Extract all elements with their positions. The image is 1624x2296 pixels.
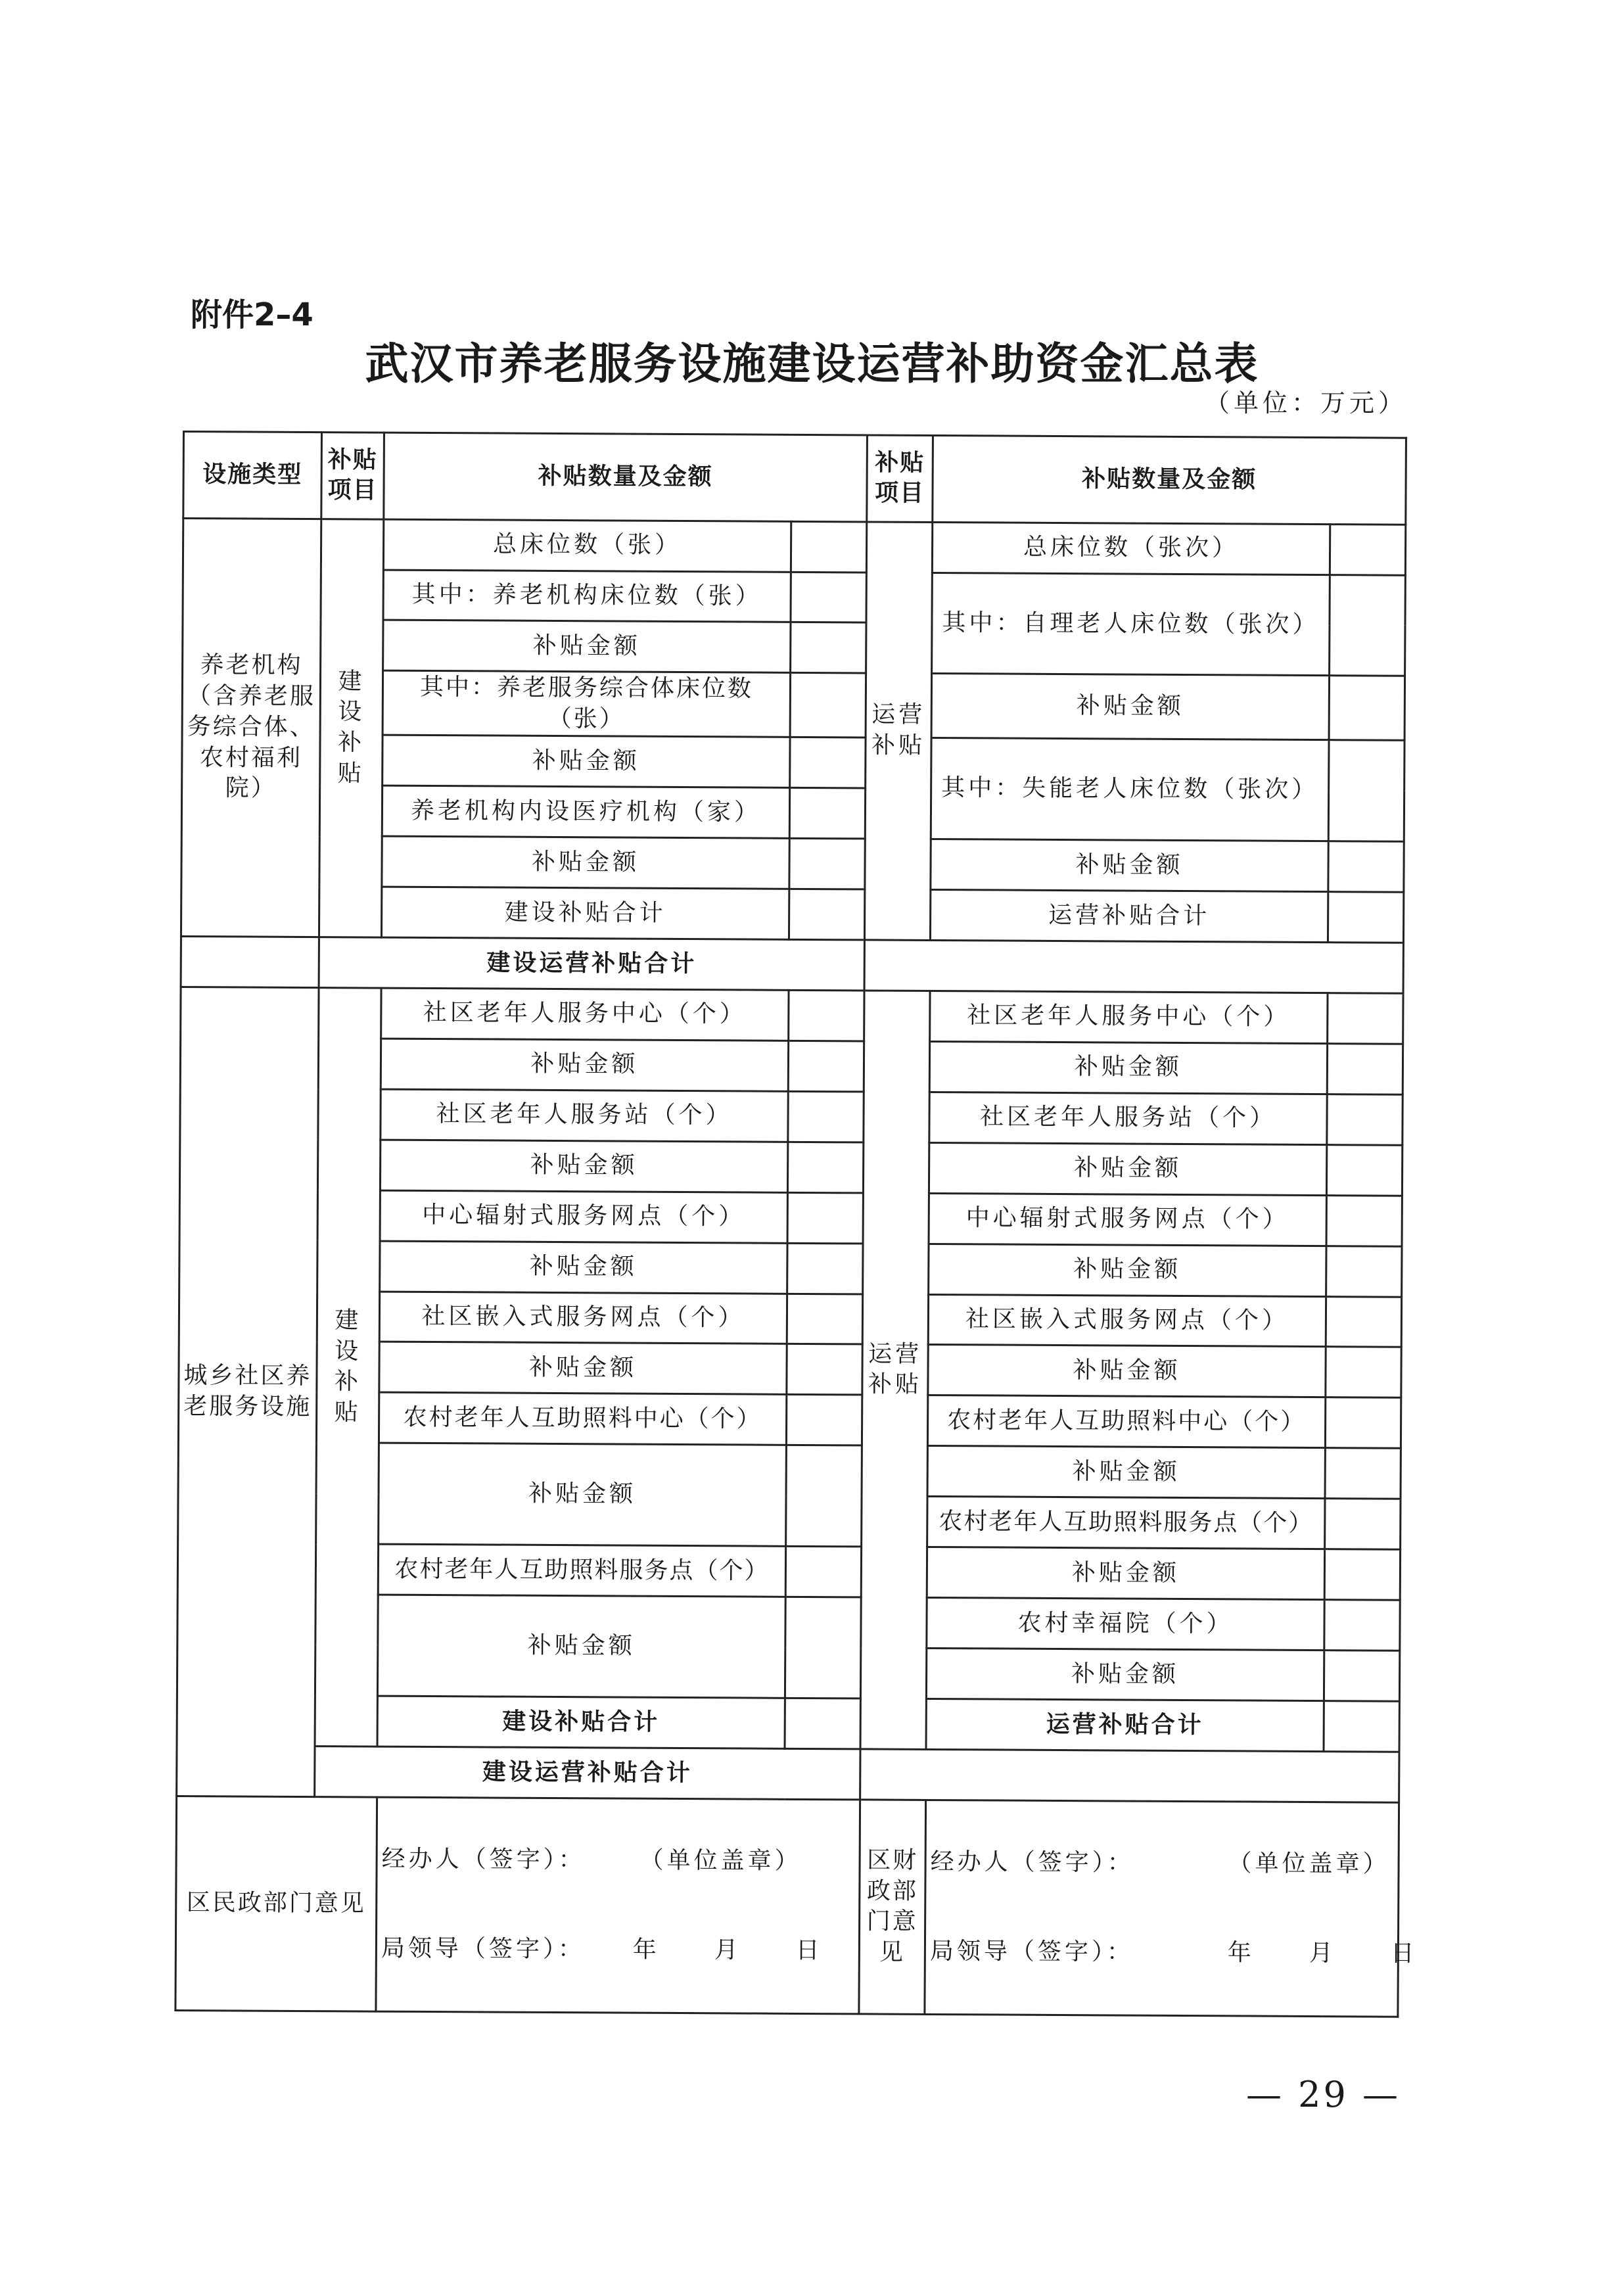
- table-row: [177, 1745, 1399, 1802]
- value-cell[interactable]: [791, 622, 866, 674]
- value-cell[interactable]: [1325, 1448, 1401, 1499]
- table-cell: 社区老年人服务中心（个）: [381, 988, 789, 1041]
- finance-sign-area[interactable]: [925, 1800, 1418, 2017]
- value-cell[interactable]: [787, 1243, 863, 1294]
- handler-label: 经办人（签字）：: [381, 1845, 586, 1873]
- value-cell[interactable]: [787, 1294, 862, 1345]
- value-cell[interactable]: [790, 738, 866, 789]
- table-cell: 补贴金额: [927, 1547, 1324, 1600]
- table-cell: 补贴金额: [381, 1039, 788, 1091]
- summary-table-frame: [174, 431, 1418, 2018]
- value-cell[interactable]: [1330, 524, 1405, 575]
- table-cell: 建设补贴合计: [381, 887, 789, 939]
- value-cell[interactable]: [1326, 1144, 1402, 1196]
- month-label: 月: [714, 1936, 741, 1964]
- table-cell: 补贴金额: [931, 839, 1328, 892]
- table-cell: 农村幸福院（个）: [927, 1598, 1324, 1651]
- table-cell: 补贴金额: [929, 1142, 1326, 1195]
- table-cell: 补贴金额: [380, 1241, 787, 1294]
- value-cell[interactable]: [789, 787, 865, 839]
- attachment-label: 附件2–4: [191, 296, 313, 333]
- table-cell: 总床位数（张次）: [932, 522, 1330, 574]
- value-cell[interactable]: [788, 1041, 864, 1092]
- value-cell[interactable]: [1324, 1549, 1400, 1601]
- section1-type-cont: [181, 936, 319, 987]
- table-cell: 补贴金额: [926, 1649, 1324, 1701]
- section2-build-label: 建设补贴: [315, 987, 381, 1746]
- value-cell[interactable]: [1326, 1246, 1402, 1297]
- value-cell[interactable]: [1326, 1296, 1401, 1347]
- summary-table: [174, 431, 1418, 2018]
- value-cell[interactable]: [1328, 740, 1404, 841]
- value-cell[interactable]: [786, 1395, 862, 1446]
- table-cell: 养老机构内设医疗机构（家）: [382, 785, 789, 838]
- value-cell[interactable]: [1326, 1347, 1401, 1398]
- section1-total-value[interactable]: [864, 940, 1403, 993]
- table-row: [183, 518, 1405, 575]
- value-cell[interactable]: [1328, 841, 1404, 893]
- table-row: [181, 987, 1403, 1044]
- col-header-subsidy-item-right: 补贴项目: [867, 435, 933, 522]
- table-cell: 农村老年人互助照料服务点（个）: [927, 1497, 1325, 1549]
- value-cell[interactable]: [1329, 676, 1405, 740]
- table-header-row: [183, 432, 1406, 525]
- section1-total-label: 建设运营补贴合计: [319, 937, 864, 991]
- table-cell: 中心辐射式服务网点（个）: [929, 1193, 1326, 1246]
- value-cell[interactable]: [1328, 993, 1403, 1044]
- value-cell[interactable]: [1326, 1195, 1402, 1246]
- month-label: 月: [1309, 1940, 1336, 1967]
- section1-type-cell: 养老机构（含养老服务综合体、农村福利院）: [181, 518, 321, 937]
- table-cell: 农村老年人互助照料中心（个）: [927, 1395, 1325, 1448]
- table-cell: 其中：失能老人床位数（张次）: [931, 738, 1329, 841]
- value-cell[interactable]: [789, 889, 864, 940]
- table-cell: 农村老年人互助照料服务点（个）: [378, 1544, 785, 1597]
- value-cell[interactable]: [1327, 1043, 1403, 1094]
- value-cell[interactable]: [788, 1091, 864, 1142]
- table-cell: 运营补贴合计: [930, 889, 1328, 942]
- value-cell[interactable]: [787, 1192, 863, 1244]
- table-row: [181, 936, 1403, 993]
- table-cell: 补贴金额: [929, 1244, 1326, 1296]
- table-cell: 社区嵌入式服务网点（个）: [928, 1294, 1326, 1347]
- table-cell: 补贴金额: [382, 836, 789, 889]
- col-header-amount-left: 补贴数量及金额: [384, 433, 868, 521]
- table-cell: 农村老年人互助照料中心（个）: [379, 1392, 786, 1445]
- handler-label: 经办人（签字）：: [930, 1848, 1134, 1877]
- day-label: 日: [795, 1937, 823, 1965]
- civil-affairs-sign-area[interactable]: [376, 1797, 860, 2014]
- value-cell[interactable]: [1327, 1094, 1403, 1145]
- page-number: — 29 —: [1245, 2074, 1401, 2115]
- value-cell[interactable]: [1324, 1600, 1400, 1651]
- table-cell: 其中：自理老人床位数（张次）: [932, 573, 1330, 676]
- leader-label: 局领导（签字）：: [929, 1938, 1134, 1967]
- value-cell[interactable]: [785, 1698, 860, 1749]
- table-cell: 中心辐射式服务网点（个）: [380, 1190, 787, 1243]
- value-cell[interactable]: [787, 1142, 863, 1193]
- leader-label: 局领导（签字）：: [381, 1935, 586, 1963]
- table-cell: 其中：养老服务综合体床位数（张）: [383, 671, 791, 738]
- section1-op-label: 运营补贴: [864, 522, 932, 941]
- value-cell[interactable]: [789, 838, 865, 889]
- year-label: 年: [632, 1936, 660, 1964]
- table-footer-row: [175, 1796, 1399, 2017]
- table-cell: 社区老年人服务站（个）: [929, 1092, 1327, 1144]
- value-cell[interactable]: [1325, 1397, 1401, 1449]
- col-header-facility-type: 设施类型: [183, 432, 322, 519]
- table-cell: 补贴金额: [380, 1140, 787, 1192]
- table-cell: 社区老年人服务站（个）: [381, 1089, 788, 1142]
- col-header-amount-right: 补贴数量及金额: [933, 435, 1406, 524]
- value-cell[interactable]: [1328, 892, 1403, 943]
- table-cell: 社区嵌入式服务网点（个）: [379, 1292, 787, 1344]
- table-cell: 补贴金额: [383, 735, 790, 787]
- year-label: 年: [1227, 1939, 1255, 1967]
- value-cell[interactable]: [1324, 1701, 1399, 1752]
- seal-label: （单位盖章）: [1228, 1849, 1390, 1878]
- table-cell: 补贴金额: [928, 1345, 1326, 1397]
- table-cell: 补贴金额: [927, 1446, 1325, 1499]
- value-cell[interactable]: [789, 990, 864, 1041]
- section2-op-label: 运营补贴: [860, 991, 930, 1750]
- table-cell: 补贴金额: [383, 621, 791, 673]
- value-cell[interactable]: [791, 572, 866, 623]
- value-cell[interactable]: [785, 1547, 861, 1598]
- value-cell[interactable]: [1330, 574, 1406, 676]
- table-cell: 补贴金额: [931, 674, 1330, 740]
- section1-build-label: 建设补贴: [319, 519, 383, 937]
- col-header-subsidy-item-left: 补贴项目: [321, 433, 384, 519]
- value-cell[interactable]: [786, 1445, 862, 1547]
- section2-total-label: 建设运营补贴合计: [315, 1746, 860, 1800]
- unit-note: （单位：万元）: [1204, 388, 1407, 417]
- day-label: 日: [1390, 1940, 1418, 1968]
- document-title: 武汉市养老服务设施建设运营补助资金汇总表: [365, 338, 1259, 389]
- table-cell: 总床位数（张）: [383, 519, 791, 572]
- value-cell[interactable]: [1324, 1651, 1399, 1702]
- value-cell[interactable]: [1325, 1499, 1401, 1550]
- section2-op-total-label: 运营补贴合计: [926, 1699, 1324, 1751]
- value-cell[interactable]: [791, 521, 866, 573]
- table-cell: 补贴金额: [377, 1595, 785, 1698]
- table-cell: 补贴金额: [379, 1342, 787, 1395]
- value-cell[interactable]: [787, 1344, 862, 1395]
- table-cell: 社区老年人服务中心（个）: [930, 991, 1328, 1043]
- table-cell: 补贴金额: [379, 1443, 787, 1546]
- section2-build-total-label: 建设补贴合计: [377, 1696, 785, 1748]
- value-cell[interactable]: [785, 1597, 861, 1698]
- value-cell[interactable]: [790, 673, 866, 738]
- civil-affairs-label: 区民政部门意见: [175, 1796, 377, 2011]
- table-cell: 其中：养老机构床位数（张）: [383, 570, 791, 622]
- section2-total-value[interactable]: [860, 1749, 1399, 1802]
- table-cell: 补贴金额: [929, 1041, 1327, 1094]
- section2-type-cell: 城乡社区养老服务设施: [177, 987, 319, 1796]
- seal-label: （单位盖章）: [639, 1846, 802, 1875]
- finance-label: 区财政部门意见: [859, 1800, 926, 2015]
